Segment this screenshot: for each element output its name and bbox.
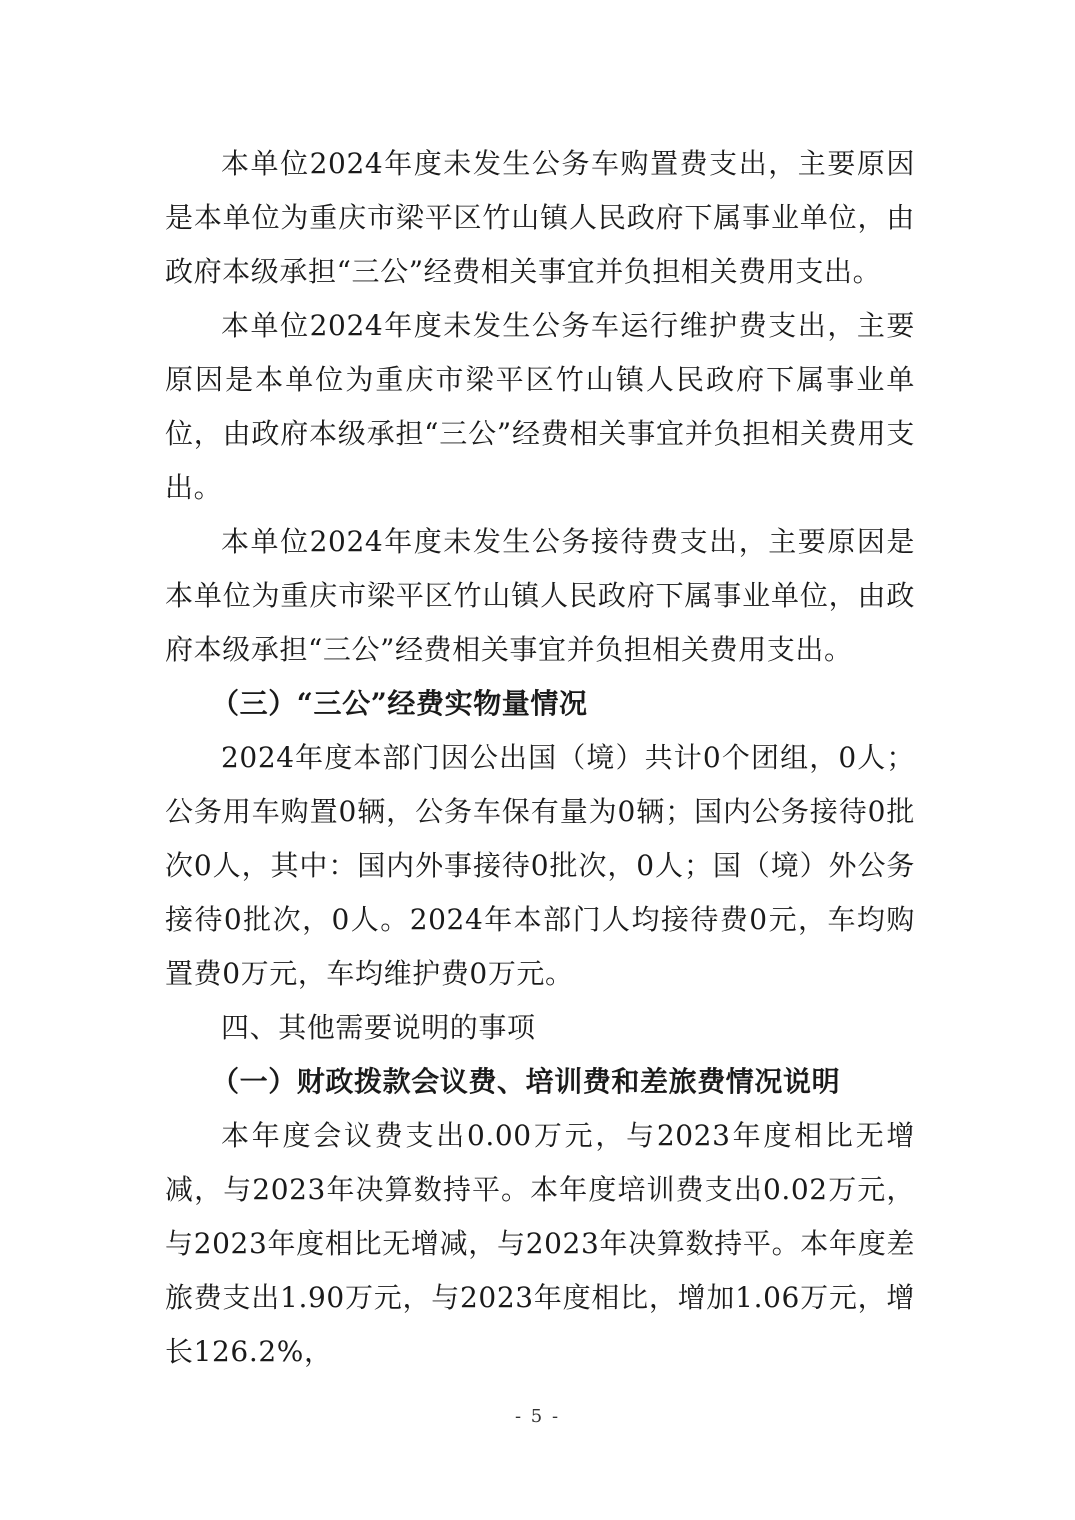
- paragraph-three-public-quantity: 2024年度本部门因公出国（境）共计0个团组，0人；公务用车购置0辆，公务车保有量为0辆；国内公务接待0批次0人，其中：国内外事接待0批次，0人；国（境）外公务接待0批次，0人。2024年本部门人均接待费0元，车均购置费0万元，车均维护费0万元。: [165, 741, 915, 990]
- heading-meeting-training-travel: （一）财政拨款会议费、培训费和差旅费情况说明: [211, 1065, 841, 1098]
- section-title-other-matters: 四、其他需要说明的事项: [221, 1011, 536, 1044]
- heading-three-public-quantity: （三）“三公”经费实物量情况: [211, 687, 588, 720]
- page-body: [165, 137, 915, 1379]
- paragraph-reception: 本单位2024年度未发生公务接待费支出，主要原因是本单位为重庆市梁平区竹山镇人民政府下属事业单位，由政府本级承担“三公”经费相关事宜并负担相关费用支出。: [165, 525, 915, 666]
- paragraph-vehicle-maintenance: 本单位2024年度未发生公务车运行维护费支出，主要原因是本单位为重庆市梁平区竹山镇人民政府下属事业单位，由政府本级承担“三公”经费相关事宜并负担相关费用支出。: [165, 309, 915, 504]
- paragraph-meeting-training-travel: 本年度会议费支出0.00万元，与2023年度相比无增减，与2023年决算数持平。本年度培训费支出0.02万元，与2023年度相比无增减，与2023年决算数持平。本年度差旅费支出1.90万元，与2023年度相比，增加1.06万元，增长126.2%，: [165, 1119, 915, 1368]
- page-number: - 5 -: [514, 1406, 561, 1427]
- paragraph-vehicle-purchase: 本单位2024年度未发生公务车购置费支出，主要原因是本单位为重庆市梁平区竹山镇人民政府下属事业单位，由政府本级承担“三公”经费相关事宜并负担相关费用支出。: [165, 147, 915, 288]
